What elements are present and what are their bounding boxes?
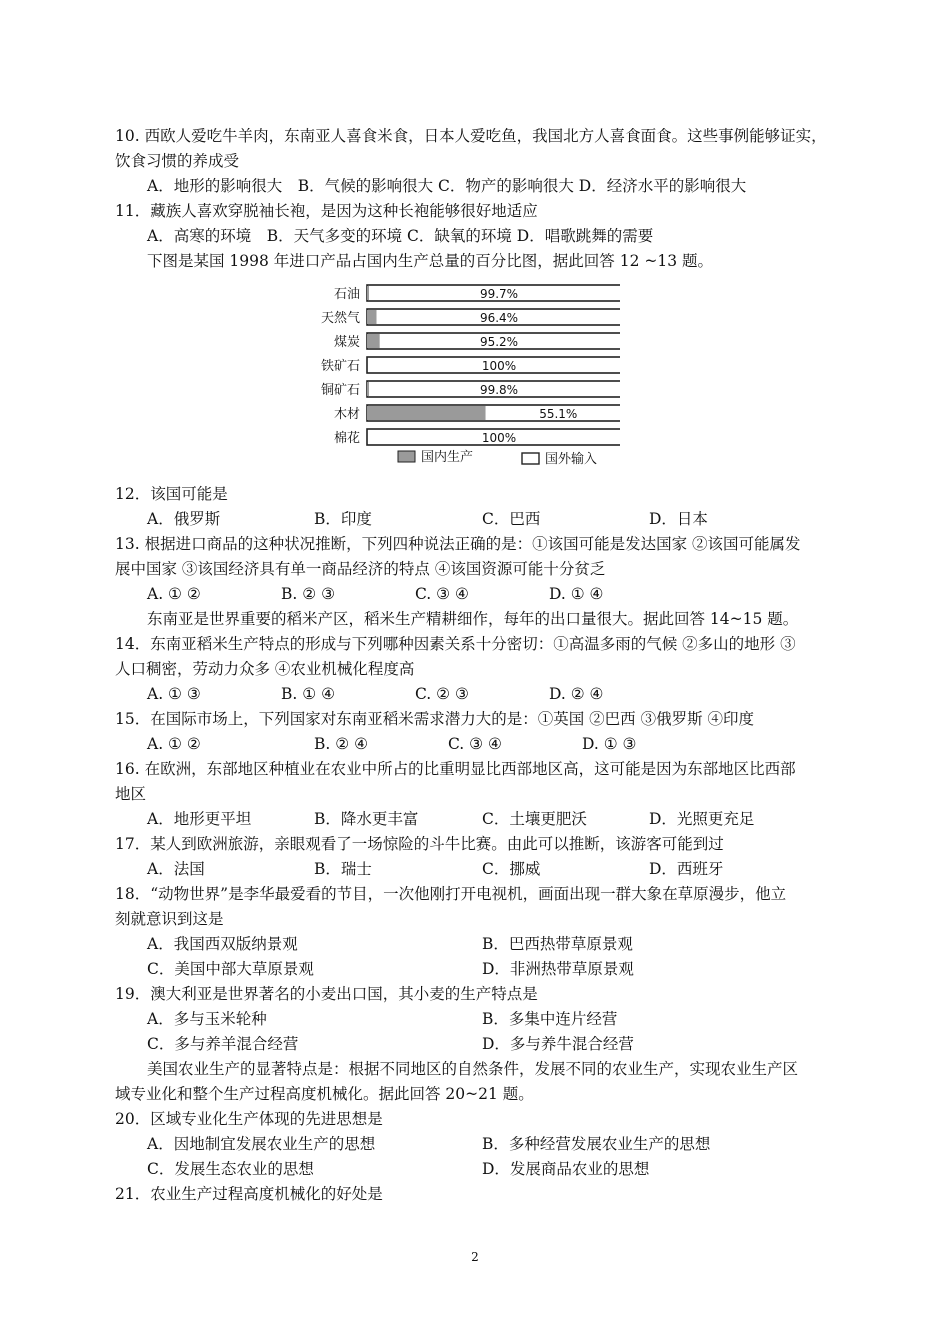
- q14-option-d: D. ② ④: [549, 685, 604, 703]
- q18-option-c: C．美国中部大草原景观: [147, 960, 314, 978]
- q10-options: A．地形的影响很大 B．气候的影响很大 C．物产的影响很大 D．经济水平的影响很大: [147, 177, 747, 195]
- q17-stem: 17．某人到欧洲旅游，亲眼观看了一场惊险的斗牛比赛。由此可以推断，该游客可能到过: [115, 835, 724, 853]
- legend-swatch-domestic: [398, 451, 415, 462]
- bar-domestic: [367, 382, 369, 396]
- bar-value-label: 99.7%: [479, 287, 519, 301]
- q13-option-d: D. ① ④: [549, 585, 604, 603]
- intro-20-21-line2: 域专业化和整个生产过程高度机械化。据此回答 20~21 题。: [115, 1085, 534, 1103]
- category-label: 铜矿石: [320, 383, 360, 398]
- import-percentage-chart: [300, 278, 620, 474]
- q20-option-a: A．因地制宜发展农业生产的思想: [147, 1135, 376, 1153]
- q18-option-a: A．我国西双版纳景观: [147, 935, 298, 953]
- q13-stem-line2: 展中国家 ③该国经济具有单一商品经济的特点 ④该国资源可能十分贫乏: [115, 560, 606, 578]
- legend-label-imported: 国外输入: [545, 452, 598, 467]
- q17-option-d: D．西班牙: [649, 860, 724, 878]
- q16-option-b: B．降水更丰富: [314, 810, 419, 828]
- category-label: 煤炭: [333, 335, 360, 350]
- legend-label-domestic: 国内生产: [421, 450, 474, 465]
- q10-stem-line2: 饮食习惯的养成受: [115, 152, 240, 170]
- bar-value-label: 55.1%: [539, 407, 578, 421]
- category-label: 石油: [333, 287, 360, 302]
- q19-option-b: B．多集中连片经营: [482, 1010, 618, 1028]
- q15-option-a: A. ① ②: [147, 735, 201, 753]
- q20-stem: 20．区域专业化生产体现的先进思想是: [115, 1110, 383, 1128]
- bar-domestic: [367, 406, 486, 420]
- q14-stem-line1: 14．东南亚稻米生产特点的形成与下列哪种因素关系十分密切：①高温多雨的气候 ②多山的地形 ③: [115, 635, 796, 653]
- q13-option-a: A. ① ②: [147, 585, 201, 603]
- bar-value-label: 100%: [481, 431, 517, 445]
- q18-option-b: B．巴西热带草原景观: [482, 935, 633, 953]
- bar-value-label: 96.4%: [479, 311, 519, 325]
- chart-legend: [398, 449, 597, 467]
- bar-domestic: [367, 334, 380, 348]
- category-label: 棉花: [333, 431, 360, 446]
- q19-option-a: A．多与玉米轮种: [147, 1010, 267, 1028]
- q17-option-a: A．法国: [147, 860, 205, 878]
- q12-option-d: D．日本: [649, 510, 708, 528]
- q17-option-c: C．挪威: [482, 860, 541, 878]
- q14-option-b: B. ① ④: [281, 685, 335, 703]
- chart-bars: [321, 285, 620, 446]
- q18-stem-line2: 刻就意识到这是: [115, 910, 224, 928]
- q20-option-c: C．发展生态农业的思想: [147, 1160, 314, 1178]
- intro-12-13: 下图是某国 1998 年进口产品占国内生产总量的百分比图，据此回答 12 ~13 题。: [147, 252, 714, 270]
- q14-option-c: C. ② ③: [415, 685, 469, 703]
- q11-stem: 11．藏族人喜欢穿脱袖长袍，是因为这种长袍能够很好地适应: [115, 202, 538, 220]
- intro-20-21-line1: 美国农业生产的显著特点是：根据不同地区的自然条件，发展不同的农业生产，实现农业生产区: [147, 1060, 799, 1078]
- q15-stem: 15．在国际市场上，下列国家对东南亚稻米需求潜力大的是：①英国 ②巴西 ③俄罗斯 ④印度: [115, 710, 755, 728]
- q15-option-b: B. ② ④: [314, 735, 368, 753]
- q16-option-a: A．地形更平坦: [147, 810, 252, 828]
- q12-option-c: C．巴西: [482, 510, 541, 528]
- q18-stem-line1: 18．“动物世界”是李华最爱看的节目，一次他刚打开电视机，画面出现一群大象在草原漫步，他立: [115, 885, 787, 903]
- category-label: 铁矿石: [320, 359, 360, 374]
- q15-option-d: D. ① ③: [582, 735, 637, 753]
- bar-value-label: 100%: [481, 359, 517, 373]
- q11-options: A．高寒的环境 B．天气多变的环境 C．缺氧的环境 D．唱歌跳舞的需要: [147, 227, 654, 245]
- q20-option-b: B．多种经营发展农业生产的思想: [482, 1135, 711, 1153]
- bar-domestic: [367, 286, 369, 300]
- q18-option-d: D．非洲热带草原景观: [482, 960, 634, 978]
- q12-option-a: A．俄罗斯: [147, 510, 221, 528]
- intro-14-15: 东南亚是世界重要的稻米产区，稻米生产精耕细作，每年的出口量很大。据此回答 14~15 题。: [147, 610, 799, 628]
- q13-stem-line1: 13. 根据进口商品的这种状况推断，下列四种说法正确的是：①该国可能是发达国家 ②该国可能属发: [115, 535, 801, 553]
- bar-domestic: [367, 310, 377, 324]
- q13-option-b: B. ② ③: [281, 585, 335, 603]
- q10-stem-line1: 10. 西欧人爱吃牛羊肉，东南亚人喜食米食，日本人爱吃鱼，我国北方人喜食面食。这些事例能够证实，: [115, 127, 827, 145]
- q12-stem: 12．该国可能是: [115, 485, 228, 503]
- q15-option-c: C. ③ ④: [448, 735, 502, 753]
- q16-option-c: C．土壤更肥沃: [482, 810, 587, 828]
- bar-value-label: 95.2%: [479, 335, 519, 349]
- category-label: 木材: [333, 407, 360, 422]
- q19-option-c: C．多与养羊混合经营: [147, 1035, 299, 1053]
- category-label: 天然气: [320, 311, 360, 326]
- page-number: 2: [471, 1250, 479, 1264]
- q16-stem-line1: 16. 在欧洲，东部地区种植业在农业中所占的比重明显比西部地区高，这可能是因为东部地区比西部: [115, 760, 796, 778]
- q21-stem: 21．农业生产过程高度机械化的好处是: [115, 1185, 383, 1203]
- q14-stem-line2: 人口稠密，劳动力众多 ④农业机械化程度高: [115, 660, 415, 678]
- q13-option-c: C. ③ ④: [415, 585, 469, 603]
- q12-option-b: B．印度: [314, 510, 372, 528]
- q17-option-b: B．瑞士: [314, 860, 372, 878]
- q16-option-d: D．光照更充足: [649, 810, 755, 828]
- q20-option-d: D．发展商品农业的思想: [482, 1160, 650, 1178]
- q16-stem-line2: 地区: [115, 785, 147, 803]
- q19-option-d: D．多与养牛混合经营: [482, 1035, 634, 1053]
- q14-option-a: A. ① ③: [147, 685, 201, 703]
- legend-swatch-imported: [522, 453, 539, 464]
- q19-stem: 19．澳大利亚是世界著名的小麦出口国，其小麦的生产特点是: [115, 985, 538, 1003]
- bar-value-label: 99.8%: [479, 383, 519, 397]
